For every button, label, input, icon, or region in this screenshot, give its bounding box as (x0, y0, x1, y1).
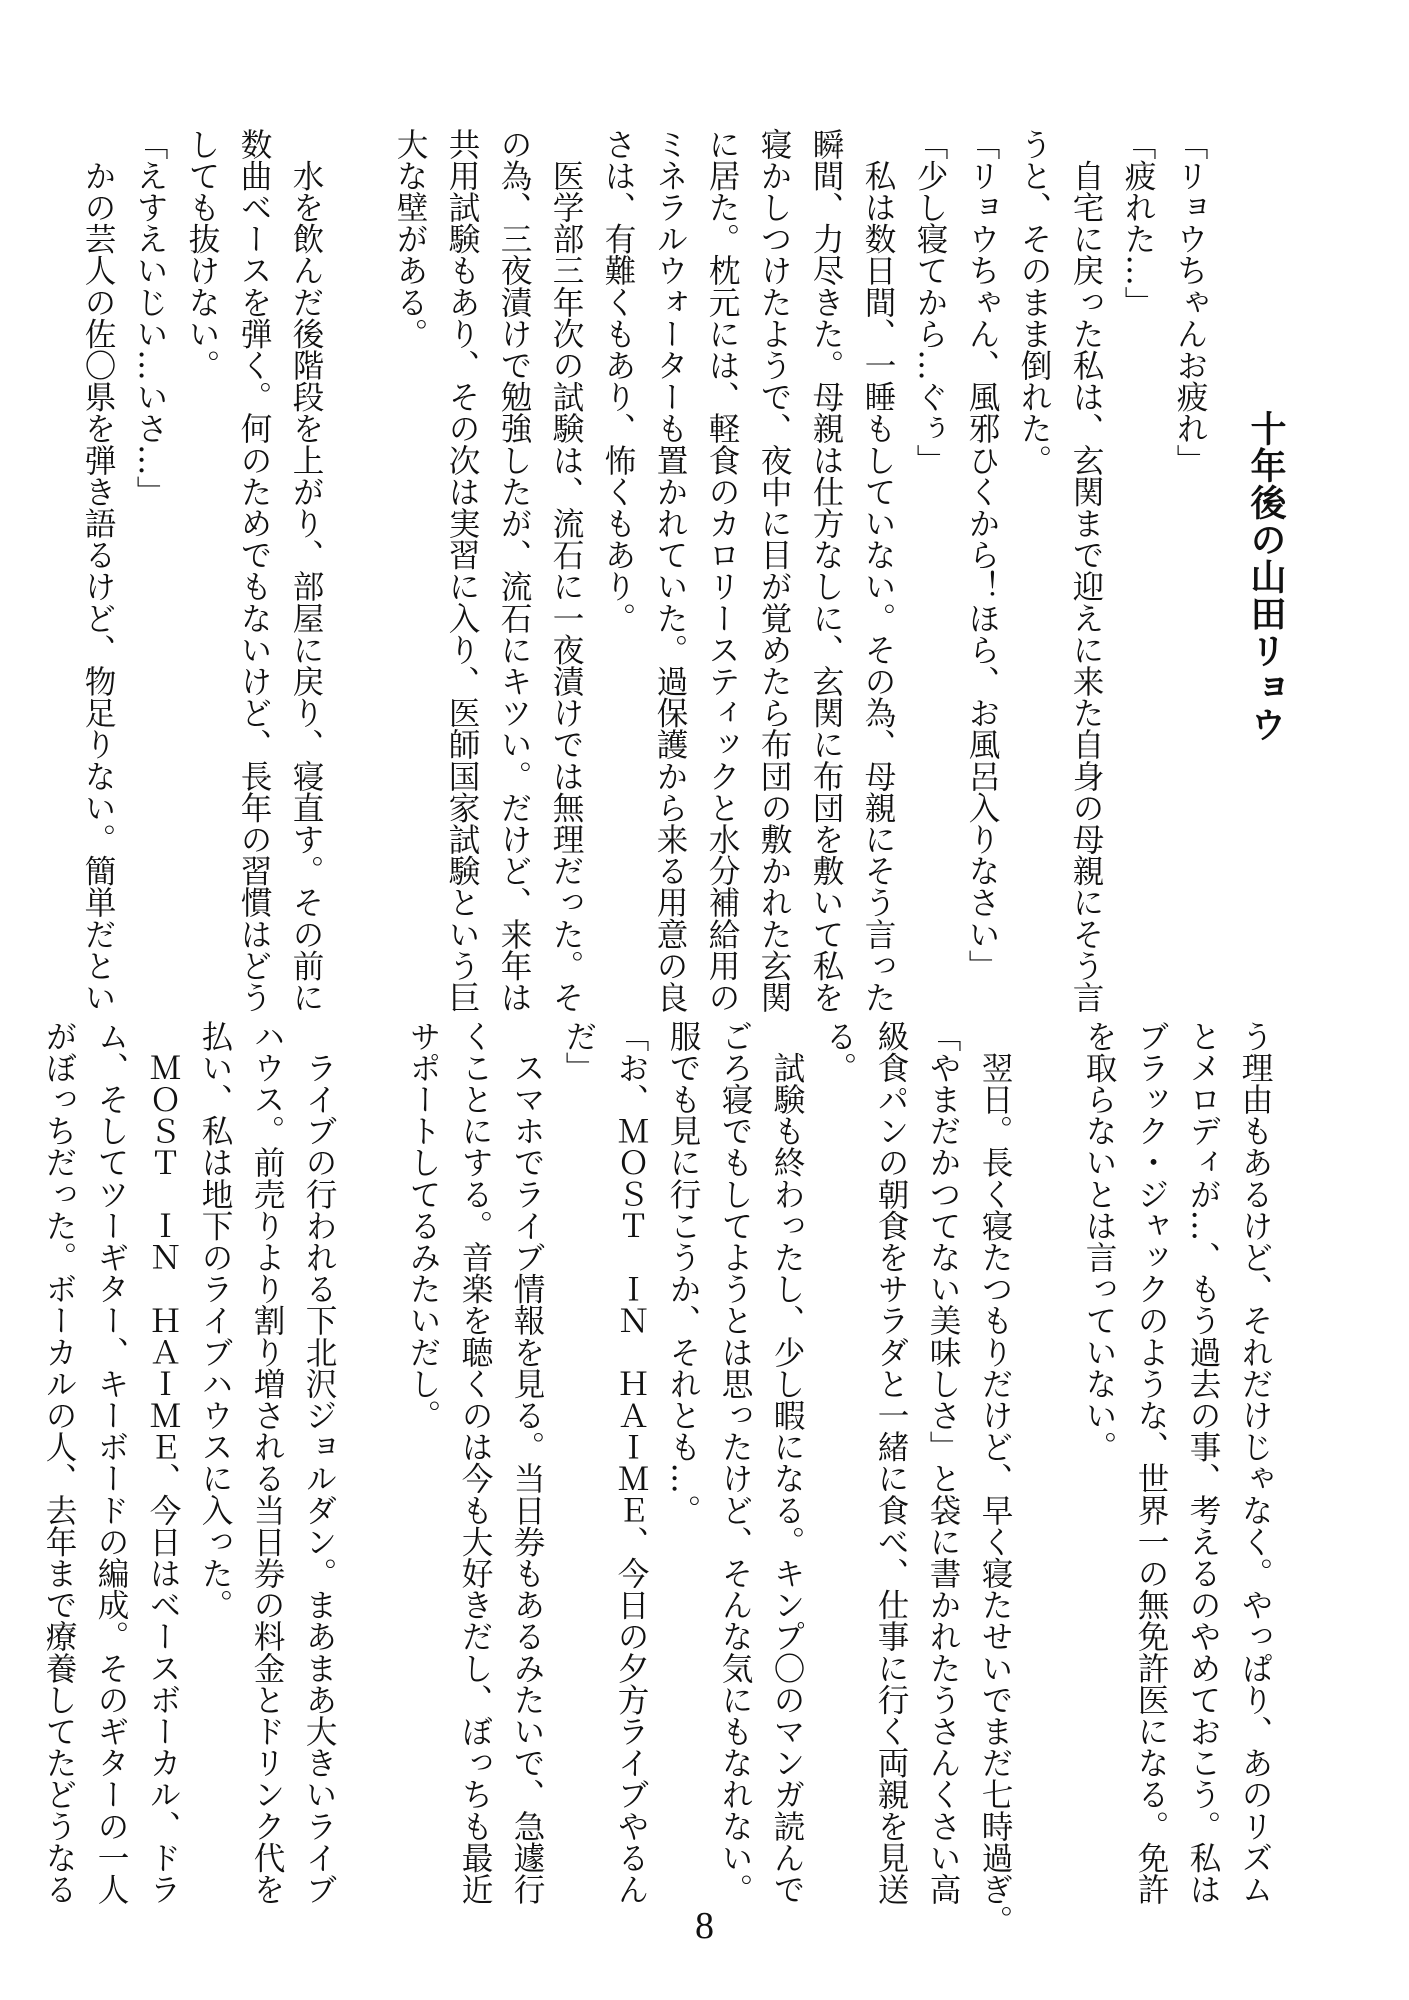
text-column: の為、三夜漬けで勉強したが、流石にキツい。だけど、来年は (496, 128, 532, 1013)
page-title: 十年後の山田リョウ (1245, 410, 1286, 743)
text-column: 服でも見に行こうか、それとも…。 (665, 1020, 701, 1526)
text-column: 「えすえいじい…いさ…」 (132, 128, 168, 508)
text-column: う理由もあるけど、それだけじゃなく。やっぱり、あのリズム (1237, 1020, 1273, 1905)
text-column (1021, 1020, 1073, 1850)
text-column: ブラック・ジャックのような、世界一の無免許医になる。免許 (1133, 1020, 1169, 1905)
page-number: 8 (695, 1905, 714, 1947)
text-column: 共用試験もあり、その次は実習に入り、医師国家試験という巨 (444, 128, 480, 1013)
upper-text-block (72, 128, 1216, 1013)
lower-text-block (33, 1020, 1281, 1937)
text-column: 「リョウちゃん、風邪ひくから！ほら、お風呂入りなさい」 (964, 128, 1000, 982)
text-column: 「リョウちゃんお疲れ」 (1172, 128, 1208, 476)
text-column: 数曲ベースを弾く。何のためでもないけど、長年の習慣はどう (236, 128, 272, 1013)
text-column: ライブの行われる下北沢ジョルダン。まあまあ大きいライブ (301, 1020, 337, 1905)
text-column: 「やまだかつてない美味しさ」と袋に書かれたうさんくさい高 (925, 1020, 961, 1905)
text-column: ハウス。前売りより割り増される当日券の料金とドリンク代を (249, 1020, 285, 1905)
text-column: 大な壁がある。 (392, 128, 428, 350)
text-column: ム、そしてツーギター、キーボードの編成。そのギターの一人 (93, 1020, 129, 1905)
text-column: 試験も終わったし、少し暇になる。キンプ〇のマンガ読んで (769, 1020, 805, 1905)
text-column: 医学部三年次の試験は、流石に一夜漬けでは無理だった。そ (548, 128, 584, 1013)
text-column: しても抜けない。 (184, 128, 220, 381)
text-column: ＭＯＳＴ ＩＮ ＨＡＩＭＥ、今日はベースボーカル、ドラ (145, 1020, 181, 1905)
text-column: スマホでライブ情報を見る。当日券もあるみたいで、急遽行 (509, 1020, 545, 1905)
text-column: 級食パンの朝食をサラダと一緒に食べ、仕事に行く両親を見送 (873, 1020, 909, 1905)
text-column: る。 (821, 1020, 857, 1084)
text-column: 「疲れた…」 (1120, 128, 1156, 318)
text-column (332, 128, 384, 958)
text-column: 水を飲んだ後階段を上がり、部屋に戻り、寝直す。その前に (288, 128, 324, 1013)
text-column: 翌日。長く寝たつもりだけど、早く寝たせいでまだ七時過ぎ。 (977, 1020, 1013, 1937)
text-column: かの芸人の佐〇県を弾き語るけど、物足りない。簡単だとい (80, 128, 116, 1013)
text-column: くことにする。音楽を聴くのは今も大好きだし、ぼっちも最近 (457, 1020, 493, 1905)
text-column: さは、有難くもあり、怖くもあり。 (600, 128, 636, 634)
text-column (345, 1020, 397, 1850)
text-column: ごろ寝でもしてようとは思ったけど、そんな気にもなれない。 (717, 1020, 753, 1905)
text-column: 「少し寝てから…ぐぅ」 (912, 128, 948, 476)
text-column: だ」 (561, 1020, 597, 1084)
text-column: 払い、私は地下のライブハウスに入った。 (197, 1020, 233, 1621)
text-column: 「お、ＭＯＳＴ ＩＮ ＨＡＩＭＥ、今日の夕方ライブやるん (613, 1020, 649, 1905)
text-column: とメロディが…、もう過去の事、考えるのやめておこう。私は (1185, 1020, 1221, 1905)
text-column: うと、そのまま倒れた。 (1016, 128, 1052, 476)
text-column: に居た。枕元には、軽食のカロリースティックと水分補給用の (704, 128, 740, 1013)
text-column: を取らないとは言っていない。 (1081, 1020, 1117, 1463)
text-column: 自宅に戻った私は、玄関まで迎えに来た自身の母親にそう言 (1068, 128, 1104, 1013)
text-column: ミネラルウォーターも置かれていた。過保護から来る用意の良 (652, 128, 688, 1013)
text-column: 寝かしつけたようで、夜中に目が覚めたら布団の敷かれた玄関 (756, 128, 792, 1013)
text-column: がぼっちだった。ボーカルの人、去年まで療養してたどうなる (41, 1020, 77, 1905)
text-column: 瞬間、力尽きた。母親は仕方なしに、玄関に布団を敷いて私を (808, 128, 844, 1013)
text-column: サポートしてるみたいだし。 (405, 1020, 441, 1431)
text-column: 私は数日間、一睡もしていない。その為、母親にそう言った (860, 128, 896, 1013)
